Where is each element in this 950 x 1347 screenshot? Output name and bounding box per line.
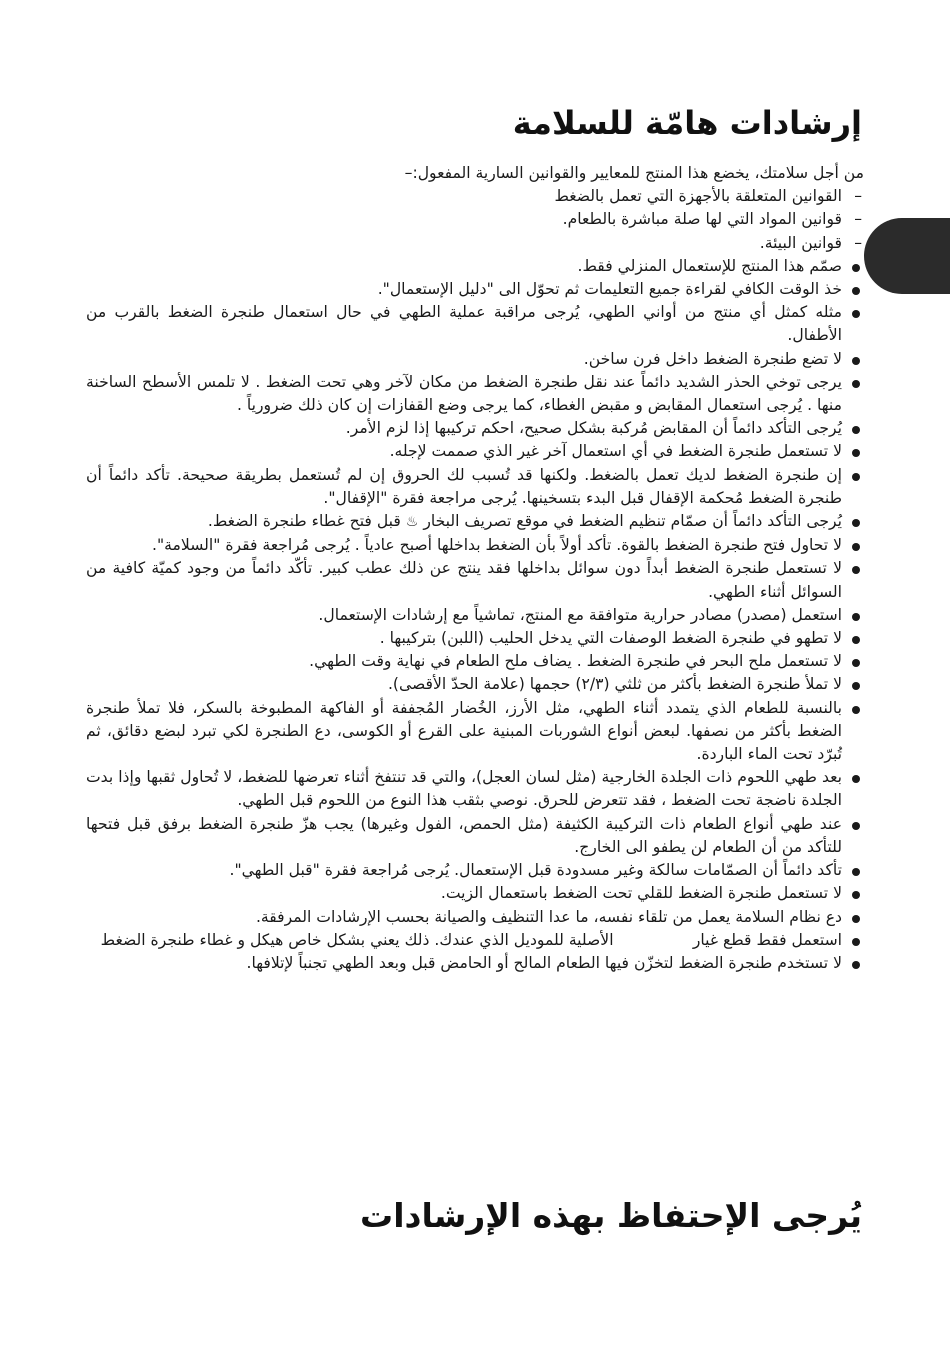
safety-item: خذ الوقت الكافي لقراءة جميع التعليمات ثم تحوّل الى "دليل الإستعمال". xyxy=(86,278,864,301)
safety-item: بعد طهي اللحوم ذات الجلدة الخارجية (مثل لسان العجل)، والتي قد تنتفخ أثناء تعرضها للضغط، لا تُحاول ثقبها وإذا بدت الجلدة ناضجة تحت الضغط ، فقد تتعرض للحرق. نوصي بثقب هذا النوع من اللحوم قبل الطهي. xyxy=(86,766,864,812)
laws-list xyxy=(86,185,864,255)
law-item: – القوانين المتعلقة بالأجهزة التي تعمل بالضغط xyxy=(86,185,864,208)
law-item: – قوانين المواد التي لها صلة مباشرة بالطعام. xyxy=(86,208,864,231)
safety-item: بالنسبة للطعام الذي يتمدد أثناء الطهي، مثل الأرز، الخُضار المُجففة أو الفاكهة المطبوخة بالسكر، فلا تملأ طنجرة الضغط بأكثر من نصفها. لبعض أنواع الشوربات المبنية على القرع أو الكوسى، دع الطنجرة لكي تبرد لبضع دقائق، ثم تُبرّد تحت الماء الباردة. xyxy=(86,697,864,767)
intro-text: من أجل سلامتك، يخضع هذا المنتج للمعايير والقوانين السارية المفعول:– xyxy=(404,164,864,182)
safety-item: لا تملأ طنجرة الضغط بأكثر من ثلثي (٢/٣) حجمها (علامة الحدّ الأقصى). xyxy=(86,673,864,696)
safety-item: لا تضع طنجرة الضغط داخل فرن ساخن. xyxy=(86,348,864,371)
safety-item: لا تستخدم طنجرة الضغط لتخزّن فيها الطعام المالح أو الحامض قبل وبعد الطهي تجنباً لإتلافها. xyxy=(86,952,864,975)
safety-item-text: يُرجى التأكد دائماً أن صمّام تنظيم الضغط في موقع تصريف البخار xyxy=(423,512,842,531)
safety-item: دع نظام السلامة يعمل من تلقاء نفسه، ما عدا التنظيف والصيانة بحسب الإرشادات المرفقة. xyxy=(86,906,864,929)
safety-item: لا تستعمل طنجرة الضغط أبداً دون سوائل بداخلها فقد ينتج عن ذلك عطب كبير. تأكّد دائماً من وجود كميّة كافية من السوائل أثناء الطهي. xyxy=(86,557,864,603)
safety-item: صمّم هذا المنتج للإستعمال المنزلي فقط. xyxy=(86,255,864,278)
safety-item: لا تستعمل طنجرة الضغط للقلي تحت الضغط باستعمال الزيت. xyxy=(86,882,864,905)
page-title: إرشادات هامّة للسلامة xyxy=(512,104,862,142)
safety-item-text: الأصلية للموديل الذي عندك. ذلك يعني بشكل خاص هيكل و غطاء طنجرة الضغط xyxy=(100,930,614,949)
safety-item: مثله كمثل أي منتج من أواني الطهي، يُرجى مراقبة عملية الطهي في حال استعمال طنجرة الضغط بالقرب من الأطفال. xyxy=(86,301,864,347)
safety-item-text: قبل فتح غطاء طنجرة الضغط. xyxy=(207,512,401,531)
safety-list xyxy=(86,255,864,975)
safety-item xyxy=(86,929,864,952)
safety-item: استعمل (مصدر) مصادر حرارية متوافقة مع المنتج، تماشياً مع إرشادات الإستعمال. xyxy=(86,604,864,627)
safety-item: لا تحاول فتح طنجرة الضغط بالقوة. تأكد أولاً بأن الضغط بداخلها أصبح عادياً . يُرجى مُراجعة فقرة "السلامة". xyxy=(86,534,864,557)
steam-release-icon: ♨ xyxy=(405,514,419,531)
safety-item: عند طهي أنواع الطعام ذات التركيبة الكثيفة (مثل الحمص، الفول وغيرها) يجب هزّ طنجرة الضغط برفق قبل فتحها للتأكد من أن الطعام لن يطفو الى الخارج. xyxy=(86,813,864,859)
safety-item: يرجى توخي الحذر الشديد دائماً عند نقل طنجرة الضغط من مكان لآخر وهي تحت الضغط . لا تلمس الأسطح الساخنة منها . يُرجى استعمال المقابض و مقبض الغطاء، كما يرجى وضع القفازات إن كان ذلك ضرورياً . xyxy=(86,371,864,417)
language-tab xyxy=(864,218,950,294)
safety-item xyxy=(86,510,864,534)
safety-item: يُرجى التأكد دائماً أن المقابض مُركبة بشكل صحيح، احكم تركيبها إذا لزم الأمر. xyxy=(86,417,864,440)
safety-item: لا تستعمل ملح البحر في طنجرة الضغط . يضاف ملح الطعام في نهاية وقت الطهي. xyxy=(86,650,864,673)
safety-item: تأكد دائماً أن الصمّامات سالكة وغير مسدودة قبل الإستعمال. يُرجى مُراجعة فقرة "قبل الطهي". xyxy=(86,859,864,882)
safety-item: إن طنجرة الضغط لديك تعمل بالضغط. ولكنها قد تُسبب لك الحروق إن لم تُستعمل بطريقة صحيحة. تأكد دائماً أن طنجرة الضغط مُحكمة الإقفال قبل البدء بتسخينها. يُرجى مراجعة فقرة "الإقفال". xyxy=(86,464,864,510)
safety-content xyxy=(86,162,864,975)
safety-item-text: استعمل فقط قطع غيار xyxy=(692,930,842,949)
law-item: – قوانين البيئة. xyxy=(86,232,864,255)
safety-item: لا تستعمل طنجرة الضغط في أي استعمال آخر غير الذي صممت لإجله. xyxy=(86,440,864,463)
safety-item: لا تطهو في طنجرة الضغط الوصفات التي يدخل الحليب (اللبن) بتركيبها . xyxy=(86,627,864,650)
keep-instructions-title: يُرجى الإحتفاظ بهذه الإرشادات xyxy=(360,1196,862,1235)
